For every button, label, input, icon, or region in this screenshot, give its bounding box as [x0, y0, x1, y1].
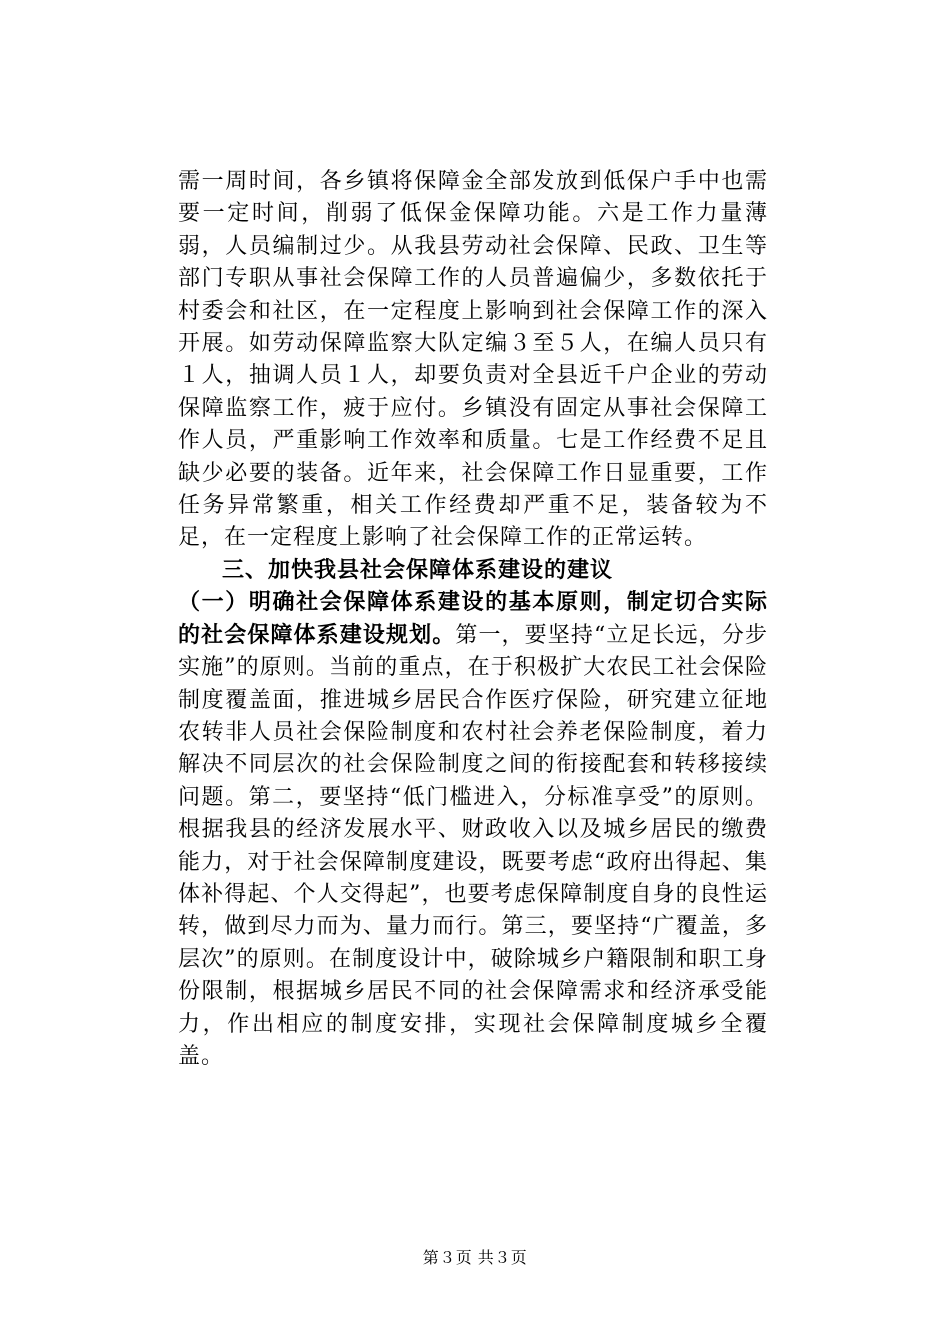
document-body — [178, 166, 768, 1073]
section-heading-3: 三、加快我县社会保障体系建设的建议 — [222, 557, 614, 583]
subsection-lead-1: （一）明确社会保障体系建设的基本原则，制定切合实际的社会保障体系建设规划。 — [178, 590, 768, 648]
paragraph-problems: 需一周时间，各乡镇将保障金全部发放到低保户手中也需要一定时间，削弱了低保金保障功能。六是工作力量薄弱，人员编制过少。从我县劳动社会保障、民政、卫生等部门专职从事社会保障工作的人员普遍偏少，多数依托于村委会和社区，在一定程度上影响到社会保障工作的深入开展。如劳动保障监察大队定编３至５人，在编人员只有１人，抽调人员１人，却要负责对全县近千户企业的劳动保障监察工作，疲于应付。乡镇没有固定从事社会保障工作人员，严重影响工作效率和质量。七是工作经费不足且缺少必要的装备。近年来，社会保障工作日显重要，工作任务异常繁重，相关工作经费却严重不足，装备较为不足，在一定程度上影响了社会保障工作的正常运转。 — [178, 169, 768, 551]
subsection-body-1: 第一，要坚持“立足长远，分步实施”的原则。当前的重点，在于积极扩大农民工社会保险制度覆盖面，推进城乡居民合作医疗保险，研究建立征地农转非人员社会保险制度和农村社会养老保险制度，着力解决不同层次的社会保险制度之间的衔接配套和转移接续问题。第二，要坚持“低门槛进入，分标准享受”的原则。根据我县的经济发展水平、财政收入以及城乡居民的缴费能力，对于社会保障制度建设，既要考虑“政府出得起、集体补得起、个人交得起”，也要考虑保障制度自身的良性运转，做到尽力而为、量力而行。第三，要坚持“广覆盖，多层次”的原则。在制度设计中，破除城乡户籍限制和职工身份限制，根据城乡居民不同的社会保障需求和经济承受能力，作出相应的制度安排，实现社会保障制度城乡全覆盖。 — [178, 622, 768, 1069]
page-footer: 第３页 共３页 — [422, 1248, 528, 1267]
paragraph-principles — [178, 587, 768, 1073]
